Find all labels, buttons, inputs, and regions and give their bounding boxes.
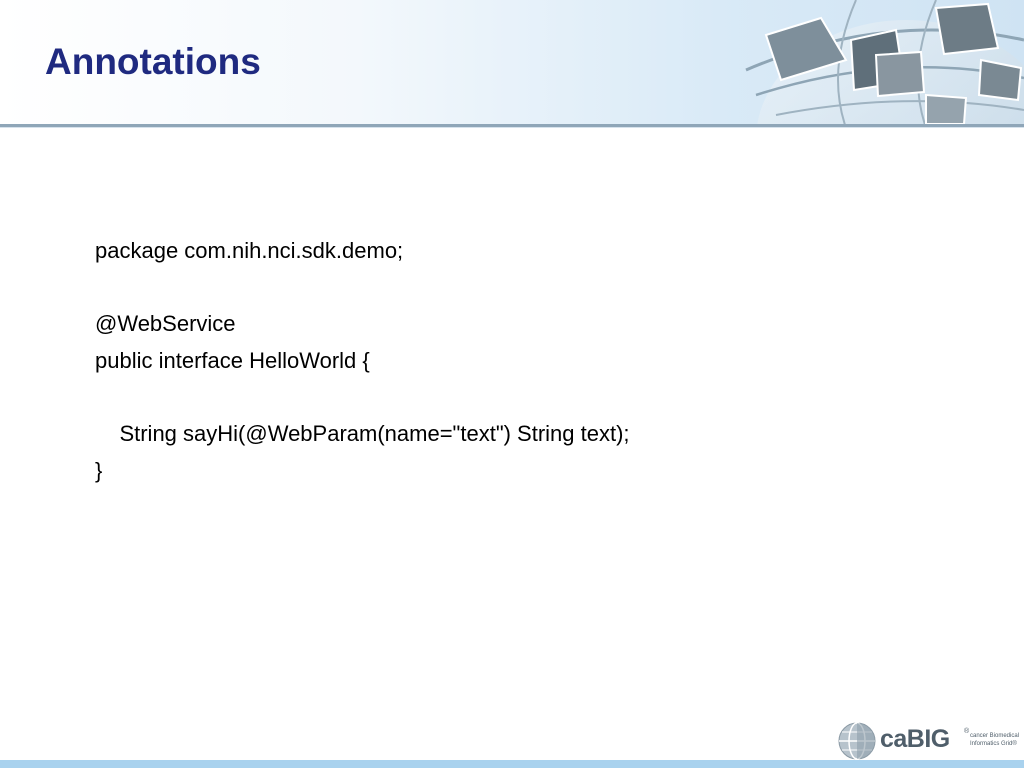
cabig-logo bbox=[838, 720, 1018, 760]
logo-wordmark: caBIG bbox=[880, 725, 950, 753]
footer-bar bbox=[0, 760, 1024, 768]
code-line-annotation: @WebService bbox=[95, 311, 236, 337]
code-line-close-brace: } bbox=[95, 458, 103, 484]
slide-title: Annotations bbox=[45, 41, 261, 82]
globe-logo-icon bbox=[838, 722, 876, 760]
code-line-method: String sayHi(@WebParam(name="text") String text); bbox=[95, 421, 630, 447]
code-line-package: package com.nih.nci.sdk.demo; bbox=[95, 238, 404, 263]
logo-registered-mark: ® bbox=[964, 728, 970, 735]
code-line-interface: public interface HelloWorld { bbox=[95, 348, 370, 374]
globe-photo-collage-icon bbox=[736, 0, 1024, 124]
header-divider-highlight bbox=[0, 127, 1024, 128]
slide-header bbox=[0, 0, 1024, 124]
logo-tagline: cancer Biomedical Informatics Grid® bbox=[970, 733, 1020, 747]
code-line-blank bbox=[95, 270, 955, 307]
code-line-blank bbox=[95, 380, 955, 417]
code-block bbox=[95, 233, 955, 490]
